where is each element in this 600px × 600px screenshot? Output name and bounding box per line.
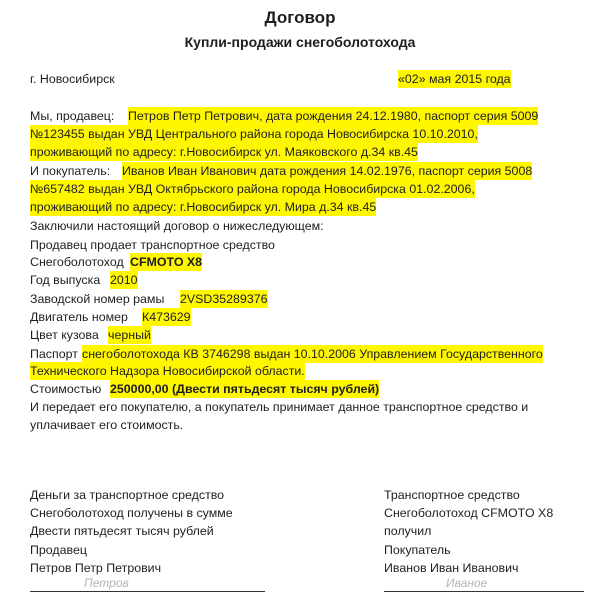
seller-signature: Петров (84, 576, 129, 590)
engine-label: Двигатель номер (30, 310, 128, 324)
seller-signature-line (30, 591, 265, 592)
cost-label: Стоимостью (30, 382, 102, 396)
buyer-signature: Иваное (446, 576, 488, 590)
year-value: 2010 (110, 273, 138, 287)
year-label: Год выпуска (30, 273, 101, 287)
buyer-line-3: проживающий по адресу: г.Новосибирск ул. Мира д.34 кв.45 (30, 200, 377, 214)
cost-value: 250000,00 (Двести пятьдесят тысяч рублей) (110, 382, 380, 396)
seller-line-1: Петров Петр Петрович, дата рождения 24.12.1980, паспорт серия 5009 (128, 109, 539, 123)
buyer-prefix: И покупатель: (30, 164, 111, 178)
buyer-signature-line (384, 591, 584, 592)
sells-text: Продавец продает транспортное средство (30, 238, 275, 252)
transfer-line-2: уплачивает его стоимость. (30, 418, 184, 432)
buyer-receive-line-1: Транспортное средство (384, 488, 520, 502)
seller-money-line-1: Деньги за транспортное средство (30, 488, 225, 502)
vehicle-value: CFMOTO X8 (130, 255, 203, 269)
buyer-role: Покупатель (384, 543, 451, 557)
color-label: Цвет кузова (30, 328, 99, 342)
passport-label: Паспорт (30, 347, 78, 361)
buyer-line-2: №657482 выдан УВД Октябрьского района города Новосибирска 01.02.2006, (30, 182, 475, 196)
seller-name: Петров Петр Петрович (30, 561, 162, 575)
seller-prefix: Мы, продавец: (30, 109, 115, 123)
engine-value: К473629 (142, 310, 191, 324)
seller-line-2: №123455 выдан УВД Центрального района города Новосибирска 10.10.2010, (30, 127, 478, 141)
document-subtitle: Купли-продажи снегоболотохода (184, 34, 416, 50)
vehicle-label: Снегоболотоход (30, 255, 124, 269)
buyer-receive-line-3: получил (384, 524, 432, 538)
buyer-line-1: Иванов Иван Иванович дата рождения 14.02.1976, паспорт серия 5008 (122, 164, 533, 178)
passport-line-2: Технического Надзора Новосибирской области. (30, 364, 305, 378)
seller-money-line-3: Двести пятьдесят тысяч рублей (30, 524, 214, 538)
passport-line-1: снегоболотохода КВ 3746298 выдан 10.10.2006 Управлением Государственного (82, 347, 543, 361)
contract-date: «02» мая 2015 года (398, 72, 511, 86)
transfer-line-1: И передает его покупателю, а покупатель принимает данное транспортное средство и (30, 400, 529, 414)
seller-role: Продавец (30, 543, 87, 557)
frame-value: 2VSD35289376 (180, 292, 268, 306)
city: г. Новосибирск (30, 72, 115, 86)
buyer-receive-line-2: Снегоболотоход CFMOTO X8 (384, 506, 554, 520)
concluded-text: Заключили настоящий договор о нижеследующем: (30, 219, 324, 233)
buyer-name: Иванов Иван Иванович (384, 561, 519, 575)
seller-line-3: проживающий по адресу: г.Новосибирск ул. Маяковского д.34 кв.45 (30, 145, 418, 159)
frame-label: Заводской номер рамы (30, 292, 165, 306)
color-value: черный (108, 328, 151, 342)
document-title: Договор (264, 8, 336, 27)
seller-money-line-2: Снегоболотоход получены в сумме (30, 506, 233, 520)
